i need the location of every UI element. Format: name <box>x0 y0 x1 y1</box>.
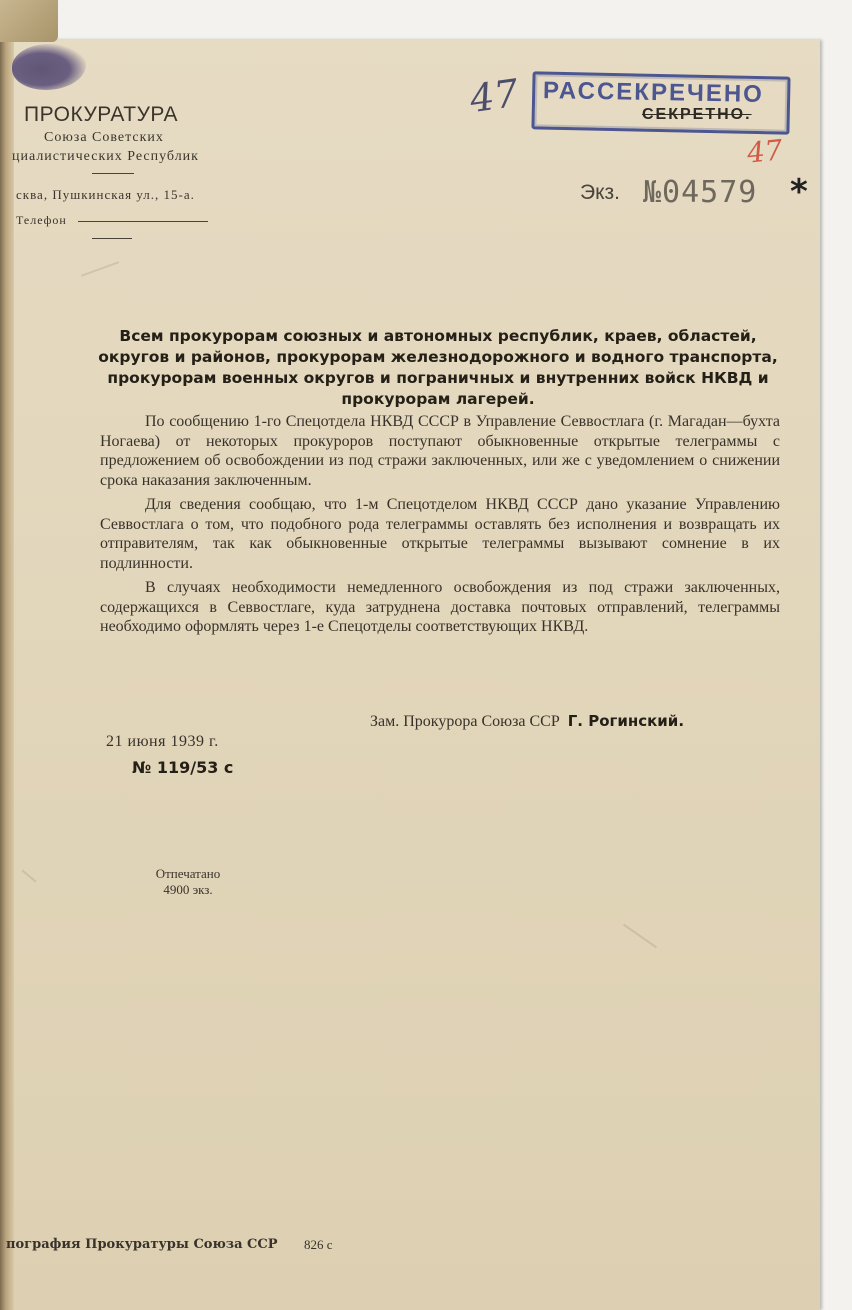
red-pencil-number: 47 <box>745 133 785 170</box>
folder-tab <box>0 0 58 42</box>
copy-number: №04579 <box>643 175 758 210</box>
body-paragraph-2: Для сведения сообщаю, что 1-м Спецотделом НКВД СССР дано указание Управлению Севвостлага о том, что подобного рода телеграммы оставлять без исполнения и возвращать их отправителям, так как обыкновенные открытые телеграммы вызывают сомнение в их подлинности. <box>100 496 780 572</box>
signature-block <box>370 712 684 731</box>
document-date: 21 июня 1939 г. <box>106 733 219 750</box>
body-paragraph-1: По сообщению 1-го Спецотдела НКВД СССР в Управление Севвостлага (г. Магадан—бухта Ногаева) от некоторых прокуроров поступают обыкновенные открытые телеграммы с предложением об освобождении из под стражи заключенных, или же с уведомлением о снижении срока наказания заключенным. <box>100 413 780 489</box>
print-run-label: Отпечатано <box>155 866 221 881</box>
handwritten-number: 47 <box>467 70 522 122</box>
print-run-count: 4900 экз. <box>163 882 213 897</box>
phone-line <box>78 221 208 222</box>
divider <box>92 173 134 174</box>
document-page <box>0 40 820 1310</box>
addressee-heading: Всем прокурорам союзных и автономных республик, краев, областей, округов и районов, прокурорам железнодорожного и водного транспорта, прокурорам военных округов и пограничных и внутренних войск НКВД и прокурорам лагерей. <box>98 327 778 408</box>
print-run <box>128 866 248 898</box>
letterhead-title: ПРОКУРАТУРА <box>24 103 179 126</box>
secret-mark: СЕКРЕТНО. <box>642 106 752 123</box>
printer-imprint: пография Прокуратуры Союза ССР <box>6 1237 278 1252</box>
letterhead-line-2: циалистических Республик <box>12 149 199 164</box>
divider <box>92 238 132 239</box>
copy-label: Экз. <box>580 181 620 204</box>
asterisk-mark: * <box>790 172 808 212</box>
declassified-stamp: РАССЕКРЕЧЕНО <box>542 77 765 108</box>
document-number: № 119/53 с <box>132 758 234 777</box>
printer-code: 826 с <box>304 1237 333 1252</box>
signatory-name: Г. Рогинский. <box>567 712 685 730</box>
binding-spine <box>0 0 14 1310</box>
letterhead-line-1: Союза Советских <box>44 130 164 145</box>
signatory-title: Зам. Прокурора Союза ССР <box>370 713 560 730</box>
letter-body <box>100 412 780 642</box>
phone-label: Телефон <box>16 213 67 227</box>
body-paragraph-3: В случаях необходимости немедленного освобождения из под стражи заключенных, содержащихся в Севвостлаге, куда затруднена доставка почтовых отправлений, телеграммы необходимо оформлять через 1-е Спецотделы соответствующих НКВД. <box>100 579 780 635</box>
letterhead-address: сква, Пушкинская ул., 15-а. <box>16 187 195 202</box>
